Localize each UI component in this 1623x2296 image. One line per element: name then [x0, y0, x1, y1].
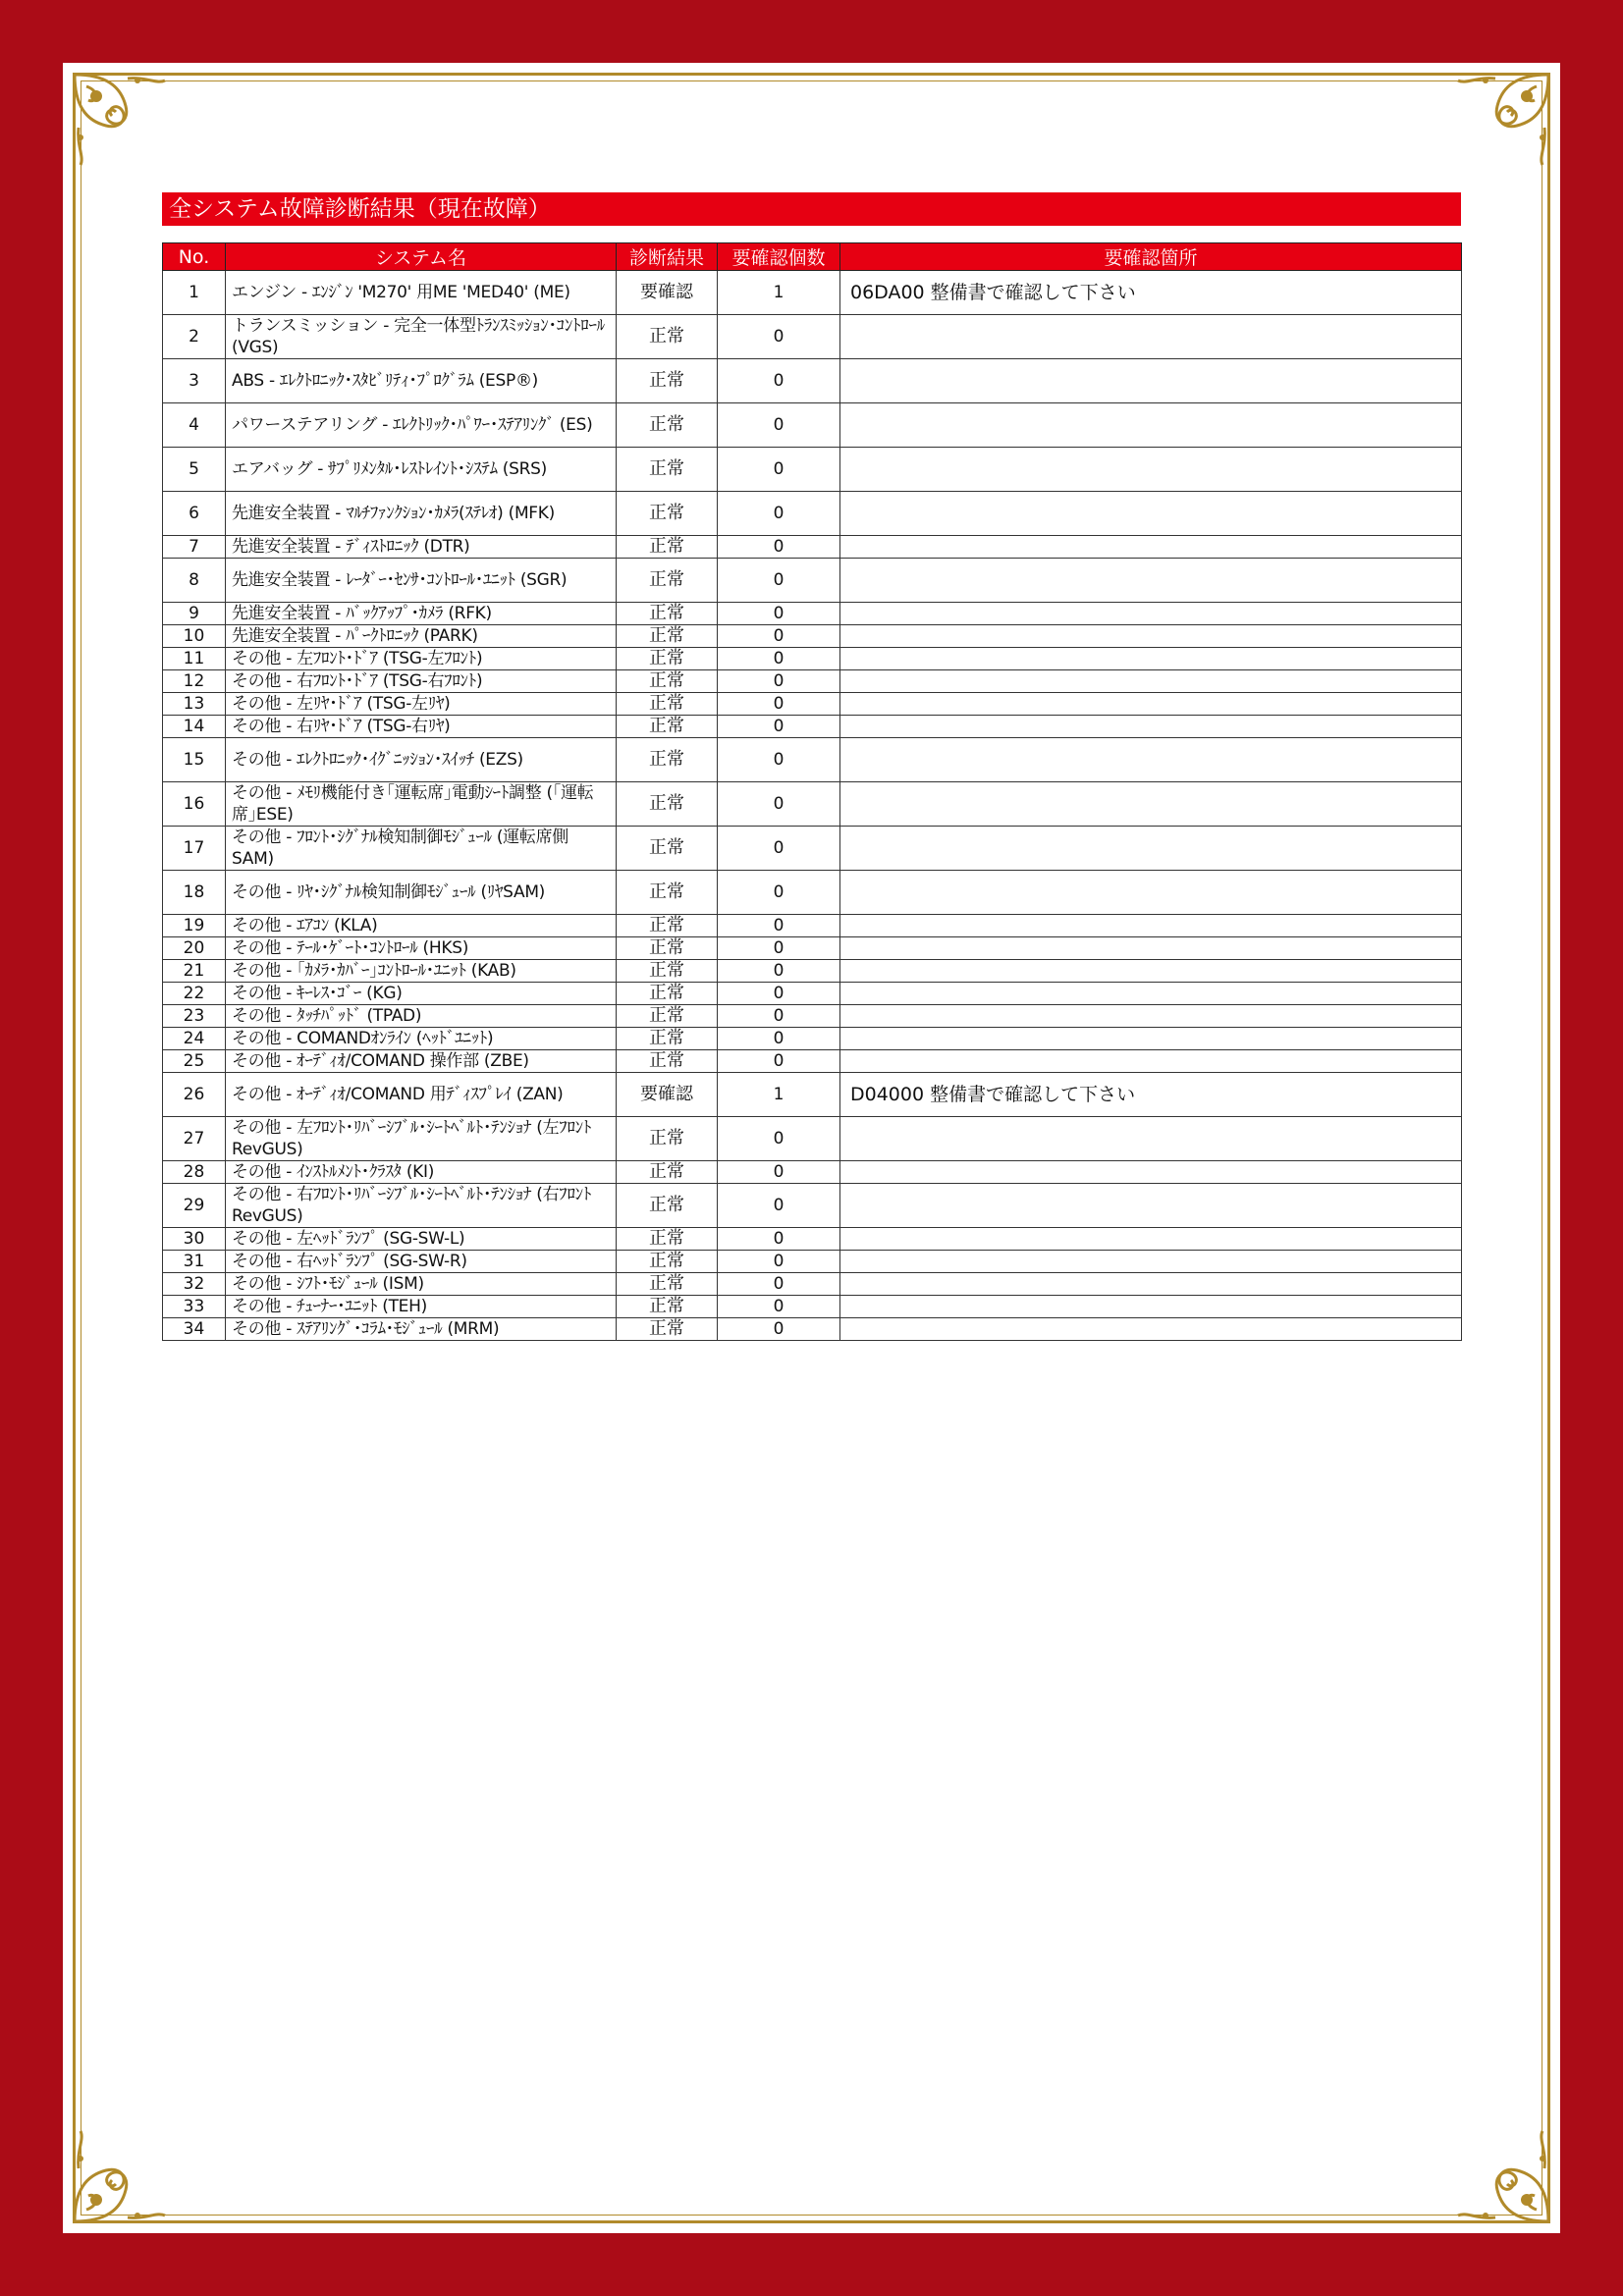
table-row	[163, 536, 1462, 559]
check-count: 0	[718, 871, 840, 915]
system-name: その他 - 右ﾘﾔ･ﾄﾞｱ (TSG-右ﾘﾔ)	[226, 716, 617, 738]
system-name: その他 - ｽﾃｱﾘﾝｸﾞ･ｺﾗﾑ･ﾓｼﾞｭｰﾙ (MRM)	[226, 1318, 617, 1341]
check-count: 0	[718, 536, 840, 559]
check-location	[840, 648, 1462, 670]
diagnosis-result: 正常	[617, 1228, 718, 1251]
table-row	[163, 625, 1462, 648]
row-number: 32	[163, 1273, 226, 1296]
check-count: 0	[718, 315, 840, 359]
system-name: 先進安全装置 - ﾃﾞｨｽﾄﾛﾆｯｸ (DTR)	[226, 536, 617, 559]
table-row	[163, 1273, 1462, 1296]
row-number: 14	[163, 716, 226, 738]
check-location	[840, 782, 1462, 827]
check-count: 0	[718, 1251, 840, 1273]
system-name: その他 - ﾌﾛﾝﾄ･ｼｸﾞﾅﾙ検知制御ﾓｼﾞｭｰﾙ (運転席側SAM)	[226, 827, 617, 871]
check-location: 06DA00 整備書で確認して下さい	[840, 271, 1462, 315]
row-number: 7	[163, 536, 226, 559]
diagnosis-result: 正常	[617, 1318, 718, 1341]
row-number: 17	[163, 827, 226, 871]
table-row	[163, 403, 1462, 448]
diagnosis-result: 要確認	[617, 271, 718, 315]
system-name: その他 - ﾒﾓﾘ機能付き｢運転席｣電動ｼｰﾄ調整 (｢運転席｣ESE)	[226, 782, 617, 827]
check-location	[840, 937, 1462, 960]
system-name: その他 - COMANDｵﾝﾗｲﾝ (ﾍｯﾄﾞﾕﾆｯﾄ)	[226, 1028, 617, 1050]
check-location	[840, 1184, 1462, 1228]
row-number: 13	[163, 693, 226, 716]
check-count: 0	[718, 782, 840, 827]
row-number: 26	[163, 1073, 226, 1117]
check-location	[840, 871, 1462, 915]
check-location	[840, 559, 1462, 603]
row-number: 3	[163, 359, 226, 403]
system-name: その他 - ﾘﾔ･ｼｸﾞﾅﾙ検知制御ﾓｼﾞｭｰﾙ (ﾘﾔSAM)	[226, 871, 617, 915]
row-number: 22	[163, 983, 226, 1005]
system-name: ABS - ｴﾚｸﾄﾛﾆｯｸ･ｽﾀﾋﾞﾘﾃｨ･ﾌﾟﾛｸﾞﾗﾑ (ESP®)	[226, 359, 617, 403]
check-count: 0	[718, 1228, 840, 1251]
table-row	[163, 448, 1462, 492]
diagnosis-result: 正常	[617, 536, 718, 559]
table-row	[163, 271, 1462, 315]
table-row	[163, 960, 1462, 983]
system-name: その他 - 右ﾍｯﾄﾞﾗﾝﾌﾟ (SG-SW-R)	[226, 1251, 617, 1273]
table-row	[163, 603, 1462, 625]
ornament-corner-icon	[67, 2121, 175, 2229]
check-location	[840, 1228, 1462, 1251]
system-name: その他 - 右ﾌﾛﾝﾄ･ﾄﾞｱ (TSG-右ﾌﾛﾝﾄ)	[226, 670, 617, 693]
system-name: その他 - ﾃｰﾙ･ｹﾞｰﾄ･ｺﾝﾄﾛｰﾙ (HKS)	[226, 937, 617, 960]
diagnosis-result: 正常	[617, 1050, 718, 1073]
column-header-system: システム名	[226, 243, 617, 271]
row-number: 12	[163, 670, 226, 693]
check-count: 0	[718, 670, 840, 693]
check-location	[840, 1273, 1462, 1296]
diagnosis-result: 正常	[617, 492, 718, 536]
diagnosis-result: 正常	[617, 1005, 718, 1028]
row-number: 4	[163, 403, 226, 448]
diagnosis-result: 正常	[617, 403, 718, 448]
diagnosis-result: 正常	[617, 315, 718, 359]
diagnosis-result: 正常	[617, 648, 718, 670]
row-number: 1	[163, 271, 226, 315]
check-count: 0	[718, 1273, 840, 1296]
diagnosis-result: 正常	[617, 716, 718, 738]
system-name: トランスミッション - 完全一体型ﾄﾗﾝｽﾐｯｼｮﾝ･ｺﾝﾄﾛｰﾙ (VGS)	[226, 315, 617, 359]
row-number: 11	[163, 648, 226, 670]
check-count: 0	[718, 492, 840, 536]
row-number: 8	[163, 559, 226, 603]
table-row	[163, 1050, 1462, 1073]
system-name: パワーステアリング - ｴﾚｸﾄﾘｯｸ･ﾊﾟﾜｰ･ｽﾃｱﾘﾝｸﾞ (ES)	[226, 403, 617, 448]
check-location	[840, 983, 1462, 1005]
check-location	[840, 315, 1462, 359]
report-page	[63, 63, 1560, 2233]
check-location	[840, 1161, 1462, 1184]
system-name: その他 - ｵｰﾃﾞｨｵ/COMAND 用ﾃﾞｨｽﾌﾟﾚｲ (ZAN)	[226, 1073, 617, 1117]
row-number: 21	[163, 960, 226, 983]
diagnosis-result: 正常	[617, 625, 718, 648]
check-location	[840, 738, 1462, 782]
check-location: D04000 整備書で確認して下さい	[840, 1073, 1462, 1117]
system-name: その他 - 左ﾌﾛﾝﾄ･ﾘﾊﾞｰｼﾌﾞﾙ･ｼｰﾄﾍﾞﾙﾄ･ﾃﾝｼｮﾅ (左ﾌﾛﾝﾄ RevGUS)	[226, 1117, 617, 1161]
column-header-no: No.	[163, 243, 226, 271]
check-count: 0	[718, 1050, 840, 1073]
check-count: 0	[718, 1005, 840, 1028]
table-row	[163, 827, 1462, 871]
system-name: 先進安全装置 - ﾊﾞｯｸｱｯﾌﾟ･ｶﾒﾗ (RFK)	[226, 603, 617, 625]
row-number: 16	[163, 782, 226, 827]
row-number: 10	[163, 625, 226, 648]
check-count: 0	[718, 559, 840, 603]
check-location	[840, 359, 1462, 403]
check-count: 0	[718, 1184, 840, 1228]
column-header-location: 要確認箇所	[840, 243, 1462, 271]
system-name: その他 - 左ﾘﾔ･ﾄﾞｱ (TSG-左ﾘﾔ)	[226, 693, 617, 716]
table-row	[163, 1318, 1462, 1341]
table-row	[163, 937, 1462, 960]
check-count: 0	[718, 716, 840, 738]
check-location	[840, 960, 1462, 983]
table-row	[163, 983, 1462, 1005]
check-count: 0	[718, 738, 840, 782]
system-name: その他 - ｲﾝｽﾄﾙﾒﾝﾄ･ｸﾗｽﾀ (KI)	[226, 1161, 617, 1184]
diagnosis-result: 正常	[617, 738, 718, 782]
diagnosis-result: 正常	[617, 1117, 718, 1161]
system-name: 先進安全装置 - ﾚｰﾀﾞｰ･ｾﾝｻ･ｺﾝﾄﾛｰﾙ･ﾕﾆｯﾄ (SGR)	[226, 559, 617, 603]
system-name: その他 - ｴﾚｸﾄﾛﾆｯｸ･ｲｸﾞﾆｯｼｮﾝ･ｽｲｯﾁ (EZS)	[226, 738, 617, 782]
check-count: 0	[718, 1318, 840, 1341]
check-count: 0	[718, 1296, 840, 1318]
table-row	[163, 1251, 1462, 1273]
diagnosis-result: 正常	[617, 670, 718, 693]
check-count: 0	[718, 1117, 840, 1161]
check-count: 0	[718, 693, 840, 716]
check-location	[840, 1005, 1462, 1028]
row-number: 5	[163, 448, 226, 492]
check-count: 0	[718, 448, 840, 492]
table-row	[163, 670, 1462, 693]
diagnosis-result: 正常	[617, 359, 718, 403]
diagnosis-result: 正常	[617, 1273, 718, 1296]
diagnosis-result: 正常	[617, 603, 718, 625]
check-location	[840, 670, 1462, 693]
table-row	[163, 1073, 1462, 1117]
row-number: 6	[163, 492, 226, 536]
diagnosis-result: 正常	[617, 1028, 718, 1050]
system-name: その他 - 右ﾌﾛﾝﾄ･ﾘﾊﾞｰｼﾌﾞﾙ･ｼｰﾄﾍﾞﾙﾄ･ﾃﾝｼｮﾅ (右ﾌﾛﾝﾄ RevGUS)	[226, 1184, 617, 1228]
table-row	[163, 359, 1462, 403]
check-count: 0	[718, 960, 840, 983]
row-number: 30	[163, 1228, 226, 1251]
check-location	[840, 536, 1462, 559]
diagnosis-result: 正常	[617, 827, 718, 871]
system-name: その他 - ｷｰﾚｽ･ｺﾞｰ (KG)	[226, 983, 617, 1005]
check-count: 0	[718, 827, 840, 871]
table-row	[163, 693, 1462, 716]
check-location	[840, 1050, 1462, 1073]
diagnosis-result: 正常	[617, 559, 718, 603]
table-row	[163, 915, 1462, 937]
row-number: 34	[163, 1318, 226, 1341]
check-location	[840, 625, 1462, 648]
check-count: 0	[718, 983, 840, 1005]
check-location	[840, 1296, 1462, 1318]
table-row	[163, 492, 1462, 536]
row-number: 33	[163, 1296, 226, 1318]
check-count: 0	[718, 603, 840, 625]
ornament-corner-icon	[1448, 2121, 1556, 2229]
table-body	[163, 271, 1462, 1341]
diagnosis-result: 正常	[617, 1296, 718, 1318]
table-row	[163, 1117, 1462, 1161]
table-row	[163, 1228, 1462, 1251]
system-name: 先進安全装置 - ﾏﾙﾁﾌｧﾝｸｼｮﾝ･ｶﾒﾗ(ｽﾃﾚｵ) (MFK)	[226, 492, 617, 536]
diagnosis-result: 正常	[617, 1184, 718, 1228]
system-name: その他 - 左ﾍｯﾄﾞﾗﾝﾌﾟ (SG-SW-L)	[226, 1228, 617, 1251]
check-location	[840, 693, 1462, 716]
system-name: その他 - ﾀｯﾁﾊﾟｯﾄﾞ (TPAD)	[226, 1005, 617, 1028]
check-location	[840, 448, 1462, 492]
table-row	[163, 716, 1462, 738]
row-number: 15	[163, 738, 226, 782]
row-number: 18	[163, 871, 226, 915]
table-row	[163, 871, 1462, 915]
system-name: その他 - ｵｰﾃﾞｨｵ/COMAND 操作部 (ZBE)	[226, 1050, 617, 1073]
check-location	[840, 603, 1462, 625]
table-row	[163, 1028, 1462, 1050]
ornament-corner-icon	[1448, 67, 1556, 175]
check-count: 1	[718, 271, 840, 315]
system-name: その他 - ﾁｭｰﾅｰ･ﾕﾆｯﾄ (TEH)	[226, 1296, 617, 1318]
diagnosis-result: 正常	[617, 782, 718, 827]
diagnosis-result: 正常	[617, 693, 718, 716]
check-location	[840, 403, 1462, 448]
row-number: 19	[163, 915, 226, 937]
report-title: 全システム故障診断結果（現在故障）	[162, 192, 1461, 226]
check-count: 0	[718, 648, 840, 670]
table-row	[163, 1184, 1462, 1228]
check-count: 0	[718, 359, 840, 403]
check-location	[840, 1117, 1462, 1161]
check-count: 0	[718, 625, 840, 648]
table-row	[163, 315, 1462, 359]
diagnosis-result: 正常	[617, 871, 718, 915]
diagnosis-result: 正常	[617, 1251, 718, 1273]
system-name: エンジン - ｴﾝｼﾞﾝ 'M270' 用ME 'MED40' (ME)	[226, 271, 617, 315]
table-row	[163, 738, 1462, 782]
system-name: その他 - 左ﾌﾛﾝﾄ･ﾄﾞｱ (TSG-左ﾌﾛﾝﾄ)	[226, 648, 617, 670]
row-number: 29	[163, 1184, 226, 1228]
check-count: 0	[718, 1161, 840, 1184]
table-row	[163, 559, 1462, 603]
system-name: エアバッグ - ｻﾌﾟﾘﾒﾝﾀﾙ･ﾚｽﾄﾚｲﾝﾄ･ｼｽﾃﾑ (SRS)	[226, 448, 617, 492]
check-count: 0	[718, 1028, 840, 1050]
table-header-row	[163, 243, 1462, 271]
column-header-count: 要確認個数	[718, 243, 840, 271]
ornament-corner-icon	[67, 67, 175, 175]
row-number: 25	[163, 1050, 226, 1073]
diagnosis-result: 正常	[617, 983, 718, 1005]
check-count: 0	[718, 403, 840, 448]
table-row	[163, 1005, 1462, 1028]
check-location	[840, 1251, 1462, 1273]
row-number: 31	[163, 1251, 226, 1273]
table-row	[163, 1161, 1462, 1184]
diagnosis-table	[162, 242, 1462, 1341]
check-location	[840, 1028, 1462, 1050]
check-count: 1	[718, 1073, 840, 1117]
row-number: 9	[163, 603, 226, 625]
check-location	[840, 827, 1462, 871]
system-name: その他 - ｼﾌﾄ･ﾓｼﾞｭｰﾙ (ISM)	[226, 1273, 617, 1296]
diagnosis-result: 正常	[617, 448, 718, 492]
row-number: 24	[163, 1028, 226, 1050]
diagnosis-result: 正常	[617, 960, 718, 983]
system-name: その他 - ｢ｶﾒﾗ･ｶﾊﾞｰ｣ｺﾝﾄﾛｰﾙ･ﾕﾆｯﾄ (KAB)	[226, 960, 617, 983]
diagnosis-result: 正常	[617, 937, 718, 960]
column-header-result: 診断結果	[617, 243, 718, 271]
system-name: 先進安全装置 - ﾊﾟｰｸﾄﾛﾆｯｸ (PARK)	[226, 625, 617, 648]
system-name: その他 - ｴｱｺﾝ (KLA)	[226, 915, 617, 937]
diagnosis-result: 要確認	[617, 1073, 718, 1117]
check-location	[840, 492, 1462, 536]
row-number: 23	[163, 1005, 226, 1028]
check-count: 0	[718, 915, 840, 937]
table-row	[163, 1296, 1462, 1318]
check-location	[840, 716, 1462, 738]
check-count: 0	[718, 937, 840, 960]
diagnosis-result: 正常	[617, 915, 718, 937]
row-number: 28	[163, 1161, 226, 1184]
row-number: 27	[163, 1117, 226, 1161]
table-row	[163, 782, 1462, 827]
row-number: 2	[163, 315, 226, 359]
row-number: 20	[163, 937, 226, 960]
diagnosis-result: 正常	[617, 1161, 718, 1184]
table-row	[163, 648, 1462, 670]
check-location	[840, 915, 1462, 937]
check-location	[840, 1318, 1462, 1341]
